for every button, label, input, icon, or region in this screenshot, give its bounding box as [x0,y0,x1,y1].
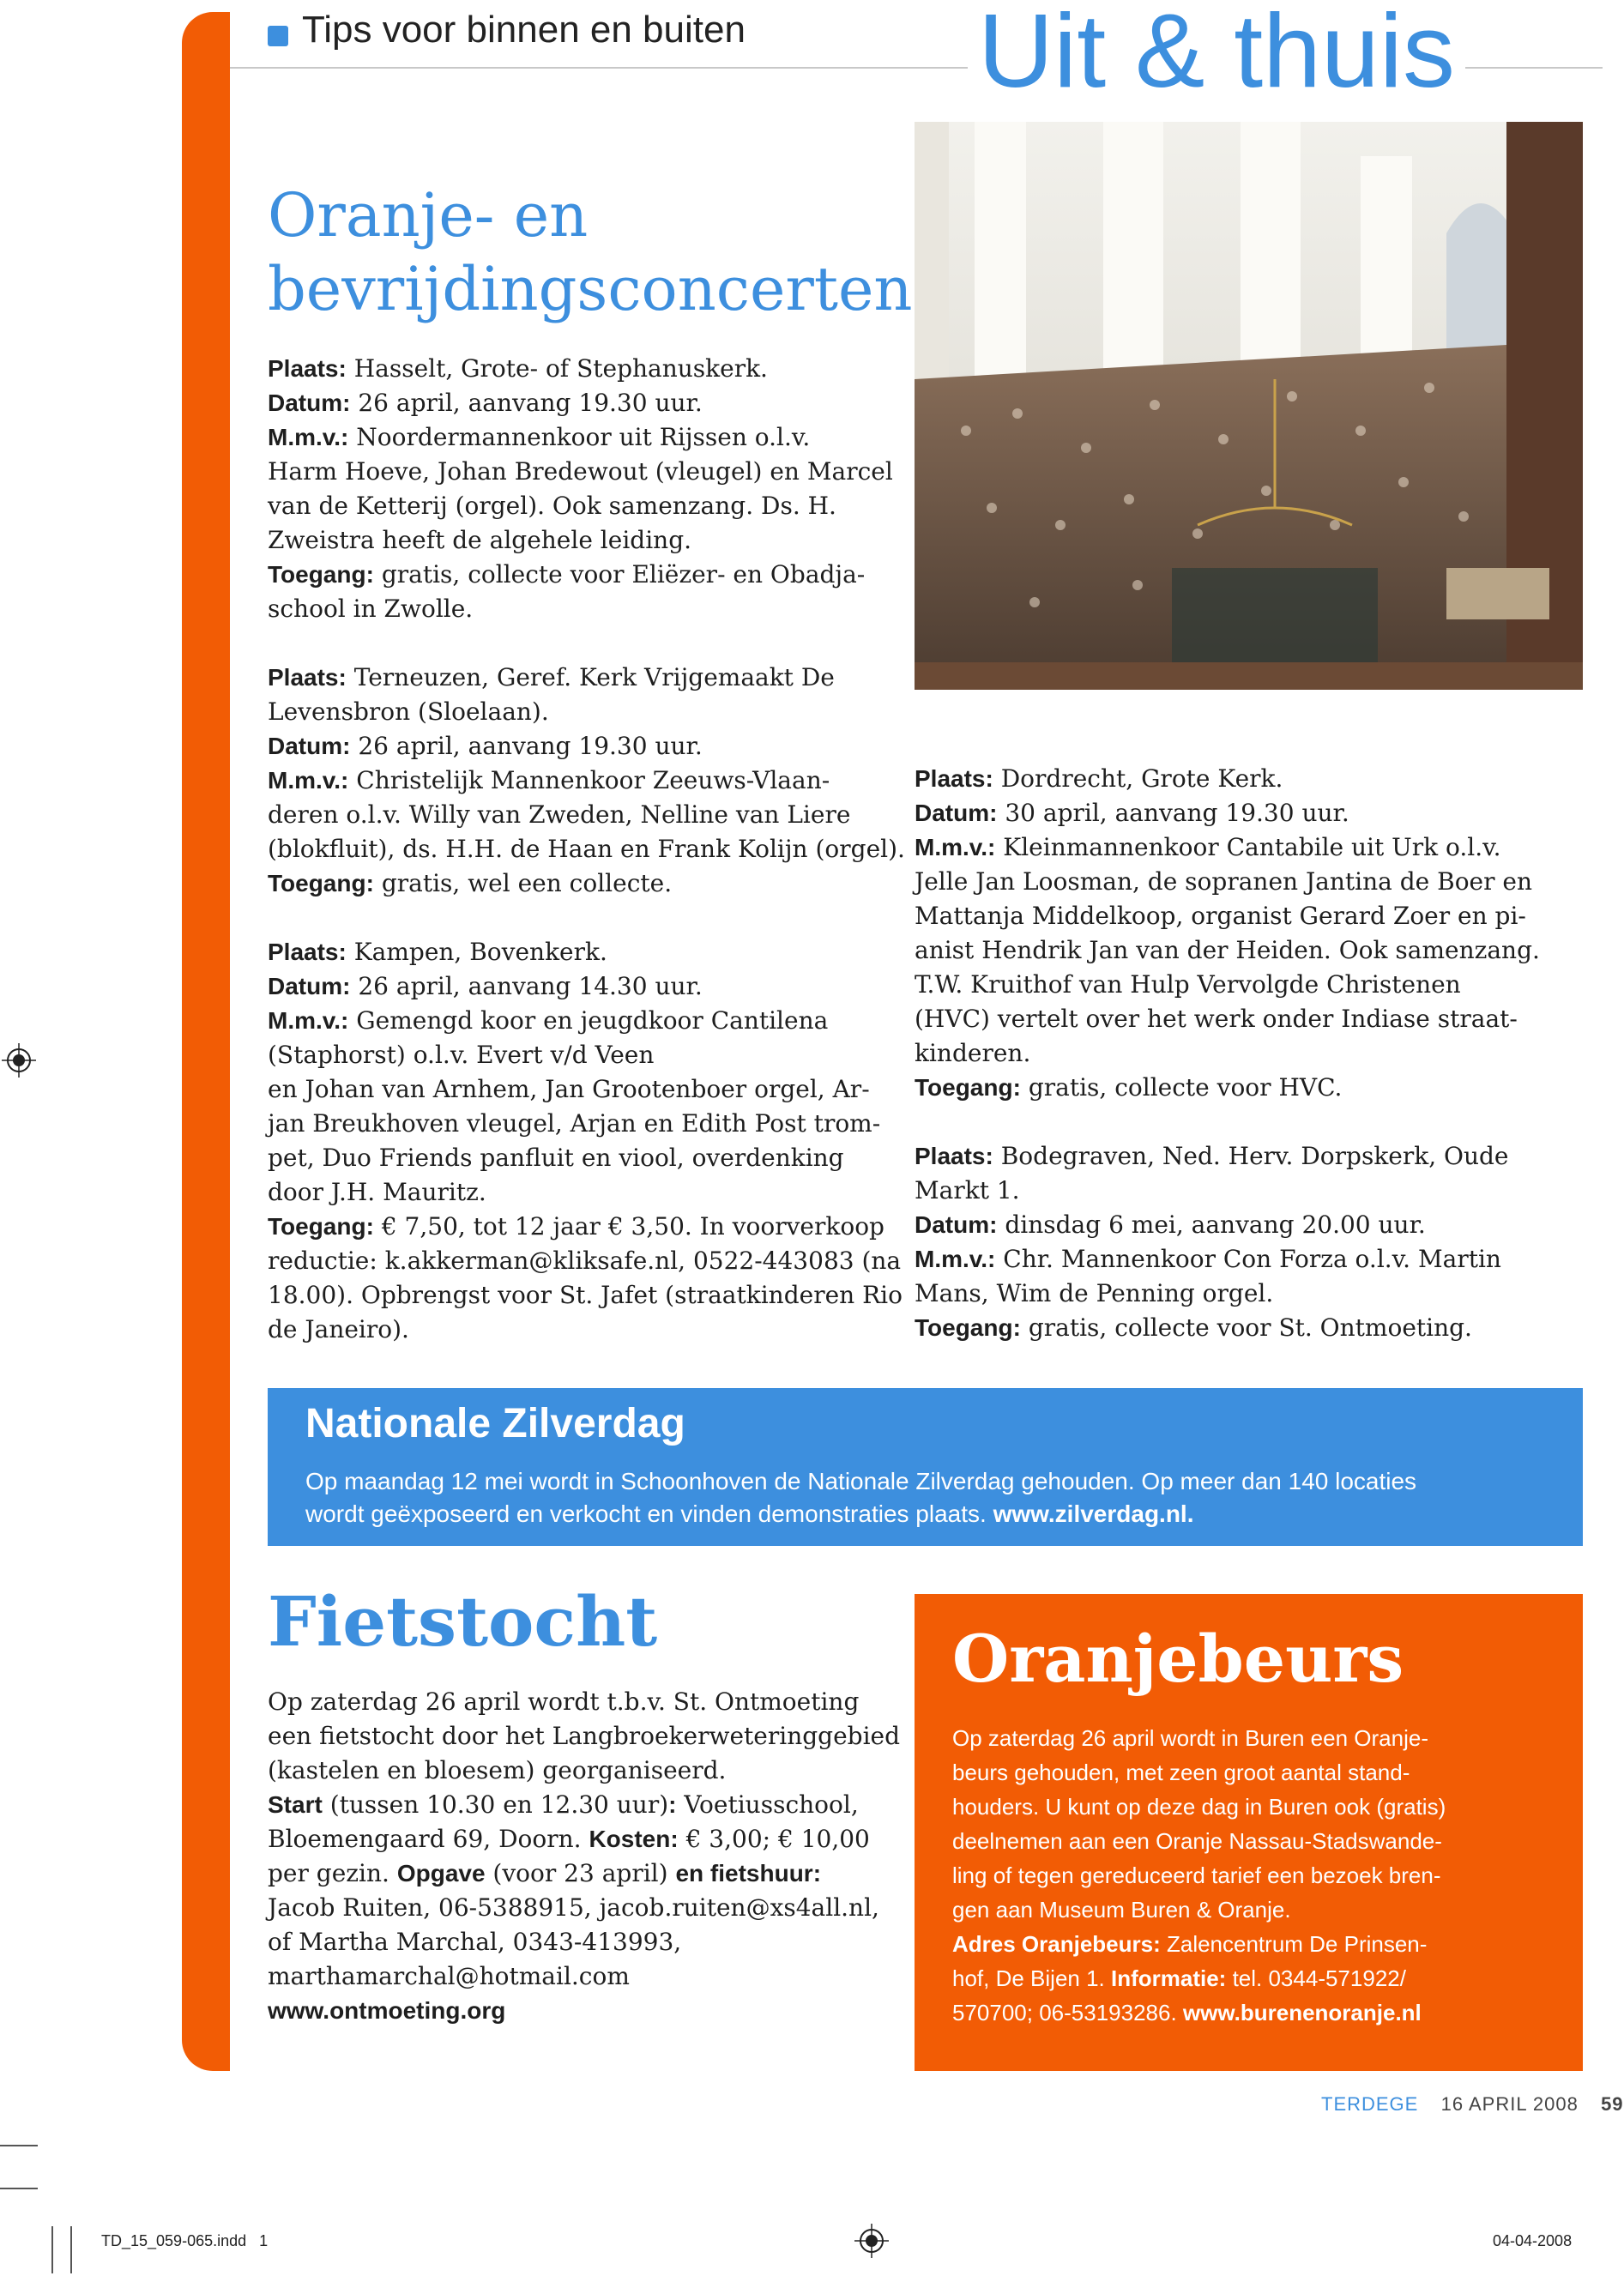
bodegraven-plaats: Plaats: Bodegraven, Ned. Herv. Dorpskerk, Oude [915,1142,1509,1170]
slug-date: 04-04-2008 [1493,2232,1573,2249]
fietstocht-kosten: Bloemengaard 69, Doorn. Kosten: € 3,00; € 10,00 [268,1825,870,1853]
hasselt-datum: Datum: 26 april, aanvang 19.30 uur. [268,389,703,417]
crop-mark-h1 [0,2145,38,2146]
bodegraven-toegang: Toegang: gratis, collecte voor St. Ontmoeting. [915,1313,1472,1342]
registration-mark-bottom [854,2224,889,2258]
oranjebeurs-line-1: Op zaterdag 26 april wordt in Buren een Oranje- [952,1725,1428,1751]
kampen-mmv-5: pet, Duo Friends panfluit en viool, overdenking [268,1144,844,1172]
fietstocht-start: Start (tussen 10.30 en 12.30 uur): Voetiusschool, [268,1790,859,1819]
hasselt-toegang-2: school in Zwolle. [268,595,474,623]
oranjebeurs-body [952,1721,1446,2030]
fietstocht-title: Fietstocht [268,1581,658,1662]
fietstocht-line-8: of Martha Marchal, 0343-413993, [268,1928,682,1956]
fietstocht-link[interactable]: www.ontmoeting.org [268,1997,506,2024]
zilverdag-text-1: Op maandag 12 mei wordt in Schoonhoven de Nationale Zilverdag gehouden. Op meer dan 140 locaties [305,1468,1417,1494]
hasselt-mmv-2: Harm Hoeve, Johan Bredewout (vleugel) en Marcel [268,457,893,486]
kampen-datum: Datum: 26 april, aanvang 14.30 uur. [268,972,703,1000]
dordrecht-mmv-5: T.W. Kruithof van Hulp Vervolgde Christenen [915,970,1461,999]
fietstocht-opgave: per gezin. Opgave (voor 23 april) en fietshuur: [268,1859,822,1887]
bodegraven-datum: Datum: dinsdag 6 mei, aanvang 20.00 uur. [915,1210,1426,1239]
page-title: Uit & thuis [968,0,1465,106]
dordrecht-mmv-7: kinderen. [915,1039,1031,1067]
dordrecht-mmv-3: Mattanja Middelkoop, organist Gerard Zoer en pi- [915,902,1526,930]
registration-mark-left [2,1043,36,1078]
hasselt-mmv-4: Zweistra heeft de algehele leiding. [268,526,692,554]
zilverdag-banner [268,1388,1583,1546]
kampen-mmv-3: en Johan van Arnhem, Jan Grootenboer orgel, Ar- [268,1075,870,1103]
kampen-mmv: M.m.v.: Gemengd koor en jeugdkoor Cantilena [268,1006,829,1035]
kampen-plaats: Plaats: Kampen, Bovenkerk. [268,938,607,966]
dordrecht-mmv: M.m.v.: Kleinmannenkoor Cantabile uit Urk o.l.v. [915,833,1501,861]
kampen-mmv-2: (Staphorst) o.l.v. Evert v/d Veen [268,1041,655,1069]
oranjebeurs-line-5: ling of tegen gereduceerd tarief een bezoek bren- [952,1862,1441,1888]
crop-mark-h2 [0,2188,38,2189]
church-photo-illustration [915,122,1583,690]
section-label: Tips voor binnen en buiten [302,9,746,51]
concerts-title-line2: bevrijdingsconcerten [268,254,913,324]
bodegraven-plaats-2: Markt 1. [915,1176,1020,1204]
fietstocht-line-7: Jacob Ruiten, 06-5388915, jacob.ruiten@xs4all.nl, [268,1893,879,1922]
oranjebeurs-link[interactable]: www.burenenoranje.nl [1182,2000,1422,2025]
kampen-toegang-3: 18.00). Opbrengst voor St. Jafet (straatkinderen Rio [268,1281,903,1309]
kampen-toegang-4: de Janeiro). [268,1315,409,1343]
concerts-right-column [915,762,1567,1345]
kampen-toegang-2: reductie: k.akkerman@kliksafe.nl, 0522-443083 (na [268,1247,902,1275]
hasselt-toegang: Toegang: gratis, collecte voor Eliëzer- en Obadja- [268,560,866,589]
folio-page: 59 [1601,2093,1624,2115]
oranjebeurs-title: Oranjebeurs [952,1621,1404,1697]
bodegraven-mmv-2: Mans, Wim de Penning orgel. [915,1279,1274,1307]
dordrecht-toegang: Toegang: gratis, collecte voor HVC. [915,1073,1343,1102]
hasselt-mmv: M.m.v.: Noordermannenkoor uit Rijssen o.l.v. [268,423,811,451]
oranjebeurs-info: hof, De Bijen 1. Informatie: tel. 0344-571922/ [952,1965,1406,1991]
terneuzen-plaats-2: Levensbron (Sloelaan). [268,697,549,726]
section-bullet [268,26,288,46]
fietstocht-line-9: marthamarchal@hotmail.com [268,1962,630,1990]
concerts-title [268,178,913,326]
terneuzen-mmv-3: (blokfluit), ds. H.H. de Haan en Frank Kolijn (orgel). [268,835,905,863]
fietstocht-line-3: (kastelen en bloesem) georganiseerd. [268,1756,727,1784]
kampen-mmv-4: jan Breukhoven vleugel, Arjan en Edith Post trom- [268,1109,881,1138]
fietstocht-line-1: Op zaterdag 26 april wordt t.b.v. St. Ontmoeting [268,1687,860,1716]
dordrecht-mmv-2: Jelle Jan Loosman, de sopranen Jantina de Boer en [915,867,1533,896]
oranjebeurs-adres: Adres Oranjebeurs: Zalencentrum De Prinsen- [952,1931,1428,1957]
folio-date: 16 APRIL 2008 [1440,2093,1579,2115]
oranjebeurs-box [915,1594,1583,2071]
crop-mark-v1 [51,2226,53,2273]
dordrecht-mmv-6: (HVC) vertelt over het werk onder Indiase straat- [915,1005,1518,1033]
terneuzen-toegang: Toegang: gratis, wel een collecte. [268,869,673,897]
oranjebeurs-line-6: gen aan Museum Buren & Oranje. [952,1897,1291,1923]
folio-magazine: TERDEGE [1321,2093,1419,2115]
fietstocht-body [268,1685,901,2028]
concerts-left-column [268,352,905,1347]
oranjebeurs-line-4: deelnemen aan een Oranje Nassau-Stadswande- [952,1828,1442,1854]
hasselt-plaats: Plaats: Hasselt, Grote- of Stephanuskerk. [268,354,768,383]
concerts-title-line1: Oranje- en [268,180,589,251]
kampen-mmv-6: door J.H. Mauritz. [268,1178,486,1206]
slug-filename: TD_15_059-065.indd 1 [101,2232,269,2249]
dordrecht-datum: Datum: 30 april, aanvang 19.30 uur. [915,799,1349,827]
church-concert-photo [915,122,1583,690]
zilverdag-title: Nationale Zilverdag [305,1401,685,1446]
oranjebeurs-phone: 570700; 06-53193286. www.burenenoranje.nl [952,2000,1422,2025]
oranjebeurs-line-2: beurs gehouden, met zeen groot aantal stand- [952,1760,1410,1785]
dordrecht-plaats: Plaats: Dordrecht, Grote Kerk. [915,764,1283,793]
oranjebeurs-line-3: houders. U kunt op deze dag in Buren ook (gratis) [952,1794,1446,1820]
kampen-toegang: Toegang: € 7,50, tot 12 jaar € 3,50. In voorverkoop [268,1212,884,1241]
left-accent-band [182,12,230,2071]
zilverdag-text-2: wordt geëxposeerd en verkocht en vinden demonstraties plaats. www.zilverdag.nl. [305,1500,1194,1527]
bodegraven-mmv: M.m.v.: Chr. Mannenkoor Con Forza o.l.v. Martin [915,1245,1501,1273]
zilverdag-link[interactable]: www.zilverdag.nl. [993,1500,1194,1527]
dordrecht-mmv-4: anist Hendrik Jan van der Heiden. Ook samenzang. [915,936,1540,964]
hasselt-mmv-3: van de Ketterij (orgel). Ook samenzang. Ds. H. [268,492,836,520]
folio [1321,2093,1624,2116]
crop-mark-v2 [70,2226,72,2273]
terneuzen-mmv: M.m.v.: Christelijk Mannenkoor Zeeuws-Vlaan- [268,766,830,794]
terneuzen-datum: Datum: 26 april, aanvang 19.30 uur. [268,732,703,760]
terneuzen-mmv-2: deren o.l.v. Willy van Zweden, Nelline van Liere [268,800,851,829]
terneuzen-plaats: Plaats: Terneuzen, Geref. Kerk Vrijgemaakt De [268,663,835,691]
fietstocht-line-2: een fietstocht door het Langbroekerweteringgebied [268,1722,901,1750]
